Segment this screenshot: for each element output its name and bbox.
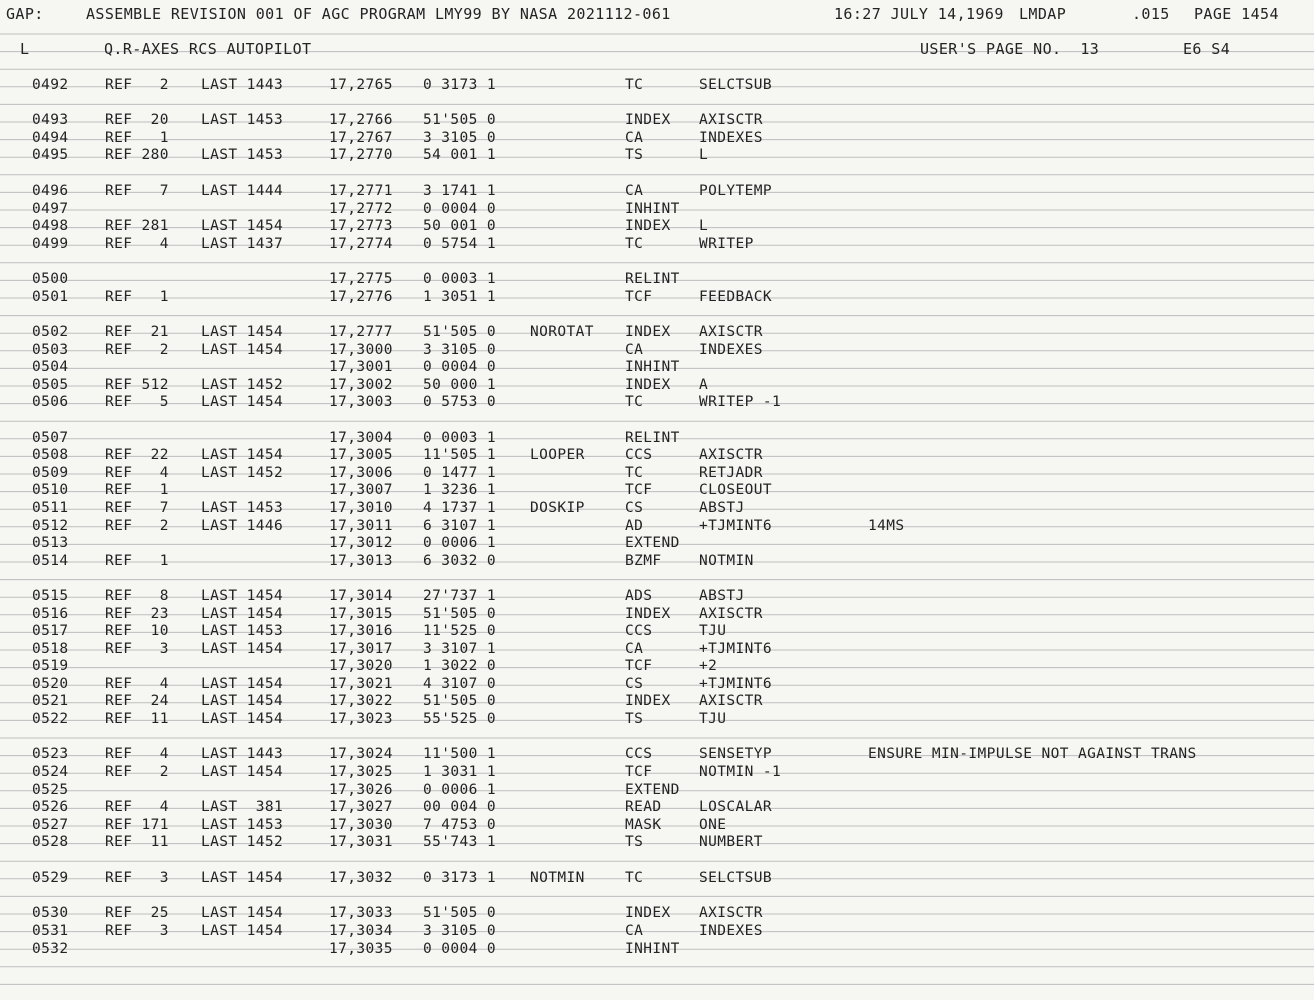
line-number: 0508 [32,447,69,463]
last-ref: LAST 1454 [201,641,284,657]
address: 17,3035 [329,941,393,957]
address: 17,2767 [329,130,393,146]
octal-word: 3 3105 0 [423,130,497,146]
opcode: INDEX [625,377,671,393]
opcode: CA [625,923,644,939]
opcode: CS [625,676,644,692]
operand: AXISCTR [699,606,763,622]
ref-count: REF 11 [105,834,169,850]
opcode: TC [625,77,644,93]
ref-count: REF 20 [105,112,169,128]
opcode: CA [625,183,644,199]
octal-word: 0 5753 0 [423,394,497,410]
ref-count: REF 4 [105,799,169,815]
octal-word: 50 001 0 [423,218,497,234]
operand: NOTMIN [699,553,754,569]
address: 17,3034 [329,923,393,939]
octal-word: 50 000 1 [423,377,497,393]
line-number: 0511 [32,500,69,516]
line-number: 0506 [32,394,69,410]
operand: SELCTSUB [699,77,773,93]
last-ref: LAST 1453 [201,112,284,128]
opcode: CCS [625,746,653,762]
address: 17,3004 [329,430,393,446]
line-number: 0521 [32,693,69,709]
last-ref: LAST 1454 [201,606,284,622]
opcode: TC [625,465,644,481]
octal-word: 1 3031 1 [423,764,497,780]
address: 17,3027 [329,799,393,815]
line-number: 0516 [32,606,69,622]
operand: +2 [699,658,718,674]
line-number: 0525 [32,782,69,798]
operand: RETJADR [699,465,763,481]
address: 17,3023 [329,711,393,727]
operand: AXISCTR [699,324,763,340]
comment: 14MS [868,518,905,534]
opcode: MASK [625,817,662,833]
address: 17,3014 [329,588,393,604]
last-ref: LAST 1454 [201,218,284,234]
ref-count: REF 1 [105,482,169,498]
address: 17,3033 [329,905,393,921]
ref-count: REF 280 [105,147,169,163]
line-number: 0497 [32,201,69,217]
line-number: 0532 [32,941,69,957]
last-ref: LAST 1454 [201,447,284,463]
symbol-label: NOTMIN [530,870,585,886]
ref-count: REF 8 [105,588,169,604]
octal-word: 54 001 1 [423,147,497,163]
opcode: RELINT [625,430,680,446]
octal-word: 3 3105 0 [423,923,497,939]
operand: AXISCTR [699,693,763,709]
octal-word: 27'737 1 [423,588,497,604]
symbol-label: NOROTAT [530,324,594,340]
address: 17,2770 [329,147,393,163]
line-number: 0528 [32,834,69,850]
octal-word: 11'505 1 [423,447,497,463]
line-number: 0495 [32,147,69,163]
address: 17,3030 [329,817,393,833]
last-ref: LAST 1454 [201,342,284,358]
opcode: TCF [625,289,653,305]
octal-word: 55'525 0 [423,711,497,727]
ref-count: REF 21 [105,324,169,340]
opcode: RELINT [625,271,680,287]
operand: AXISCTR [699,447,763,463]
ref-count: REF 2 [105,764,169,780]
opcode: INHINT [625,359,680,375]
line-number: 0499 [32,236,69,252]
operand: SENSETYP [699,746,773,762]
opcode: CA [625,342,644,358]
ref-count: REF 5 [105,394,169,410]
ref-count: REF 7 [105,183,169,199]
last-ref: LAST 1443 [201,746,284,762]
address: 17,2773 [329,218,393,234]
line-number: 0526 [32,799,69,815]
ref-count: REF 3 [105,870,169,886]
address: 17,3024 [329,746,393,762]
octal-word: 51'505 0 [423,324,497,340]
last-ref: LAST 1443 [201,77,284,93]
last-ref: LAST 1454 [201,764,284,780]
octal-word: 0 0003 1 [423,271,497,287]
opcode: AD [625,518,644,534]
opcode: ADS [625,588,653,604]
ref-count: REF 2 [105,518,169,534]
opcode: TC [625,394,644,410]
last-ref: LAST 1444 [201,183,284,199]
ref-count: REF 23 [105,606,169,622]
last-ref: LAST 1454 [201,394,284,410]
octal-word: 51'505 0 [423,905,497,921]
last-ref: LAST 1452 [201,465,284,481]
opcode: INDEX [625,218,671,234]
ref-count: REF 1 [105,553,169,569]
print-datetime: 16:27 JULY 14,1969 [834,5,1004,23]
operand: NUMBERT [699,834,763,850]
last-ref: LAST 1452 [201,377,284,393]
address: 17,2775 [329,271,393,287]
opcode: CCS [625,623,653,639]
opcode: TCF [625,482,653,498]
ref-count: REF 7 [105,500,169,516]
opcode: EXTEND [625,782,680,798]
address: 17,2766 [329,112,393,128]
octal-word: 4 3107 0 [423,676,497,692]
opcode: TS [625,834,644,850]
ref-count: REF 25 [105,905,169,921]
address: 17,3031 [329,834,393,850]
operand: ONE [699,817,727,833]
opcode: TC [625,236,644,252]
last-ref: LAST 1454 [201,676,284,692]
opcode: INDEX [625,905,671,921]
operand: AXISCTR [699,905,763,921]
operand: INDEXES [699,342,763,358]
octal-word: 3 3105 0 [423,342,497,358]
line-number: 0523 [32,746,69,762]
last-ref: LAST 1452 [201,834,284,850]
line-number: 0529 [32,870,69,886]
ref-count: REF 24 [105,693,169,709]
address: 17,3032 [329,870,393,886]
line-number: 0502 [32,324,69,340]
operand: L [699,218,709,234]
octal-word: 0 5754 1 [423,236,497,252]
last-ref: LAST 381 [201,799,284,815]
address: 17,3013 [329,553,393,569]
operand: +TJMINT6 [699,641,773,657]
operand: +TJMINT6 [699,518,773,534]
opcode: INDEX [625,324,671,340]
line-number: 0522 [32,711,69,727]
octal-word: 11'500 1 [423,746,497,762]
line-number: 0494 [32,130,69,146]
octal-word: 51'505 0 [423,112,497,128]
last-ref: LAST 1454 [201,923,284,939]
octal-word: 3 3107 1 [423,641,497,657]
octal-word: 0 3173 1 [423,77,497,93]
line-number: 0514 [32,553,69,569]
operand: WRITEP -1 [699,394,782,410]
last-ref: LAST 1454 [201,905,284,921]
octal-word: 51'505 0 [423,693,497,709]
last-ref: LAST 1454 [201,711,284,727]
last-ref: LAST 1453 [201,623,284,639]
address: 17,3021 [329,676,393,692]
symbol-label: DOSKIP [530,500,585,516]
line-number: 0512 [32,518,69,534]
opcode: READ [625,799,662,815]
operand: NOTMIN -1 [699,764,782,780]
opcode: CA [625,130,644,146]
octal-word: 6 3107 1 [423,518,497,534]
ref-count: REF 10 [105,623,169,639]
line-number: 0530 [32,905,69,921]
octal-word: 1 3236 1 [423,482,497,498]
address: 17,3016 [329,623,393,639]
octal-word: 00 004 0 [423,799,497,815]
opcode: EXTEND [625,535,680,551]
operand: A [699,377,709,393]
operand: SELCTSUB [699,870,773,886]
line-number: 0492 [32,77,69,93]
line-number: 0500 [32,271,69,287]
system-name: LMDAP [1019,5,1067,23]
octal-word: 0 0004 0 [423,201,497,217]
line-number: 0501 [32,289,69,305]
symbol-label: LOOPER [530,447,585,463]
octal-word: 0 0006 1 [423,535,497,551]
line-number: 0517 [32,623,69,639]
operand: WRITEP [699,236,754,252]
ref-count: REF 11 [105,711,169,727]
line-number: 0493 [32,112,69,128]
ref-count: REF 4 [105,465,169,481]
opcode: TC [625,870,644,886]
address: 17,2777 [329,324,393,340]
line-number: 0513 [32,535,69,551]
opcode: INDEX [625,693,671,709]
octal-word: 0 3173 1 [423,870,497,886]
last-ref: LAST 1453 [201,147,284,163]
line-number: 0515 [32,588,69,604]
address: 17,3020 [329,658,393,674]
address: 17,3003 [329,394,393,410]
last-ref: LAST 1453 [201,500,284,516]
last-ref: LAST 1454 [201,588,284,604]
octal-word: 11'525 0 [423,623,497,639]
opcode: BZMF [625,553,662,569]
octal-word: 0 0006 1 [423,782,497,798]
octal-word: 0 0003 1 [423,430,497,446]
address: 17,3015 [329,606,393,622]
address: 17,3000 [329,342,393,358]
operand: CLOSEOUT [699,482,773,498]
line-number: 0503 [32,342,69,358]
address: 17,3011 [329,518,393,534]
address: 17,3026 [329,782,393,798]
ref-count: REF 4 [105,236,169,252]
last-ref: LAST 1446 [201,518,284,534]
opcode: TCF [625,658,653,674]
address: 17,2765 [329,77,393,93]
address: 17,3017 [329,641,393,657]
ref-count: REF 22 [105,447,169,463]
address: 17,3022 [329,693,393,709]
octal-word: 0 1477 1 [423,465,497,481]
users-page-number: USER'S PAGE NO. 13 [920,40,1100,58]
ref-count: REF 2 [105,342,169,358]
operand: L [699,147,709,163]
line-number: 0496 [32,183,69,199]
address: 17,2774 [329,236,393,252]
line-number: 0507 [32,430,69,446]
ref-count: REF 171 [105,817,169,833]
address: 17,3001 [329,359,393,375]
octal-word: 7 4753 0 [423,817,497,833]
octal-word: 1 3051 1 [423,289,497,305]
gap-label: GAP: [6,5,44,23]
operand: INDEXES [699,130,763,146]
operand: POLYTEMP [699,183,773,199]
ref-count: REF 3 [105,641,169,657]
octal-word: 55'743 1 [423,834,497,850]
opcode: CA [625,641,644,657]
line-number: 0509 [32,465,69,481]
operand: TJU [699,623,727,639]
last-ref: LAST 1454 [201,324,284,340]
opcode: INHINT [625,941,680,957]
ref-count: REF 281 [105,218,169,234]
sheet-number: .015 [1132,5,1170,23]
line-number: 0510 [32,482,69,498]
ref-count: REF 512 [105,377,169,393]
octal-word: 51'505 0 [423,606,497,622]
last-ref: LAST 1454 [201,870,284,886]
opcode: INHINT [625,201,680,217]
ref-count: REF 3 [105,923,169,939]
comment: ENSURE MIN-IMPULSE NOT AGAINST TRANS [868,746,1197,762]
opcode: INDEX [625,112,671,128]
line-number: 0520 [32,676,69,692]
address: 17,2771 [329,183,393,199]
octal-word: 0 0004 0 [423,359,497,375]
operand: ABSTJ [699,500,745,516]
octal-word: 1 3022 0 [423,658,497,674]
operand: ABSTJ [699,588,745,604]
address: 17,3012 [329,535,393,551]
line-number: 0519 [32,658,69,674]
line-number: 0498 [32,218,69,234]
line-number: 0527 [32,817,69,833]
ref-count: REF 1 [105,289,169,305]
section-letter: L [20,40,30,58]
operand: +TJMINT6 [699,676,773,692]
octal-word: 6 3032 0 [423,553,497,569]
address: 17,3006 [329,465,393,481]
address: 17,2772 [329,201,393,217]
opcode: CS [625,500,644,516]
line-number: 0524 [32,764,69,780]
address: 17,3005 [329,447,393,463]
octal-word: 0 0004 0 [423,941,497,957]
address: 17,3007 [329,482,393,498]
address: 17,3025 [329,764,393,780]
operand: LOSCALAR [699,799,773,815]
line-number: 0504 [32,359,69,375]
ref-count: REF 4 [105,746,169,762]
address: 17,3010 [329,500,393,516]
assembly-title: ASSEMBLE REVISION 001 OF AGC PROGRAM LMY99 BY NASA 2021112-061 [86,5,671,23]
opcode: CCS [625,447,653,463]
operand: TJU [699,711,727,727]
ref-count: REF 2 [105,77,169,93]
opcode: TS [625,711,644,727]
address: 17,2776 [329,289,393,305]
line-number: 0518 [32,641,69,657]
octal-word: 3 1741 1 [423,183,497,199]
ref-count: REF 4 [105,676,169,692]
opcode: TS [625,147,644,163]
section-title: Q.R-AXES RCS AUTOPILOT [104,40,312,58]
operand: FEEDBACK [699,289,773,305]
octal-word: 4 1737 1 [423,500,497,516]
operand: AXISCTR [699,112,763,128]
opcode: INDEX [625,606,671,622]
last-ref: LAST 1437 [201,236,284,252]
line-number: 0505 [32,377,69,393]
page-number: PAGE 1454 [1194,5,1279,23]
last-ref: LAST 1454 [201,693,284,709]
opcode: TCF [625,764,653,780]
ref-count: REF 1 [105,130,169,146]
address: 17,3002 [329,377,393,393]
line-number: 0531 [32,923,69,939]
operand: INDEXES [699,923,763,939]
last-ref: LAST 1453 [201,817,284,833]
section-code: E6 S4 [1183,40,1231,58]
